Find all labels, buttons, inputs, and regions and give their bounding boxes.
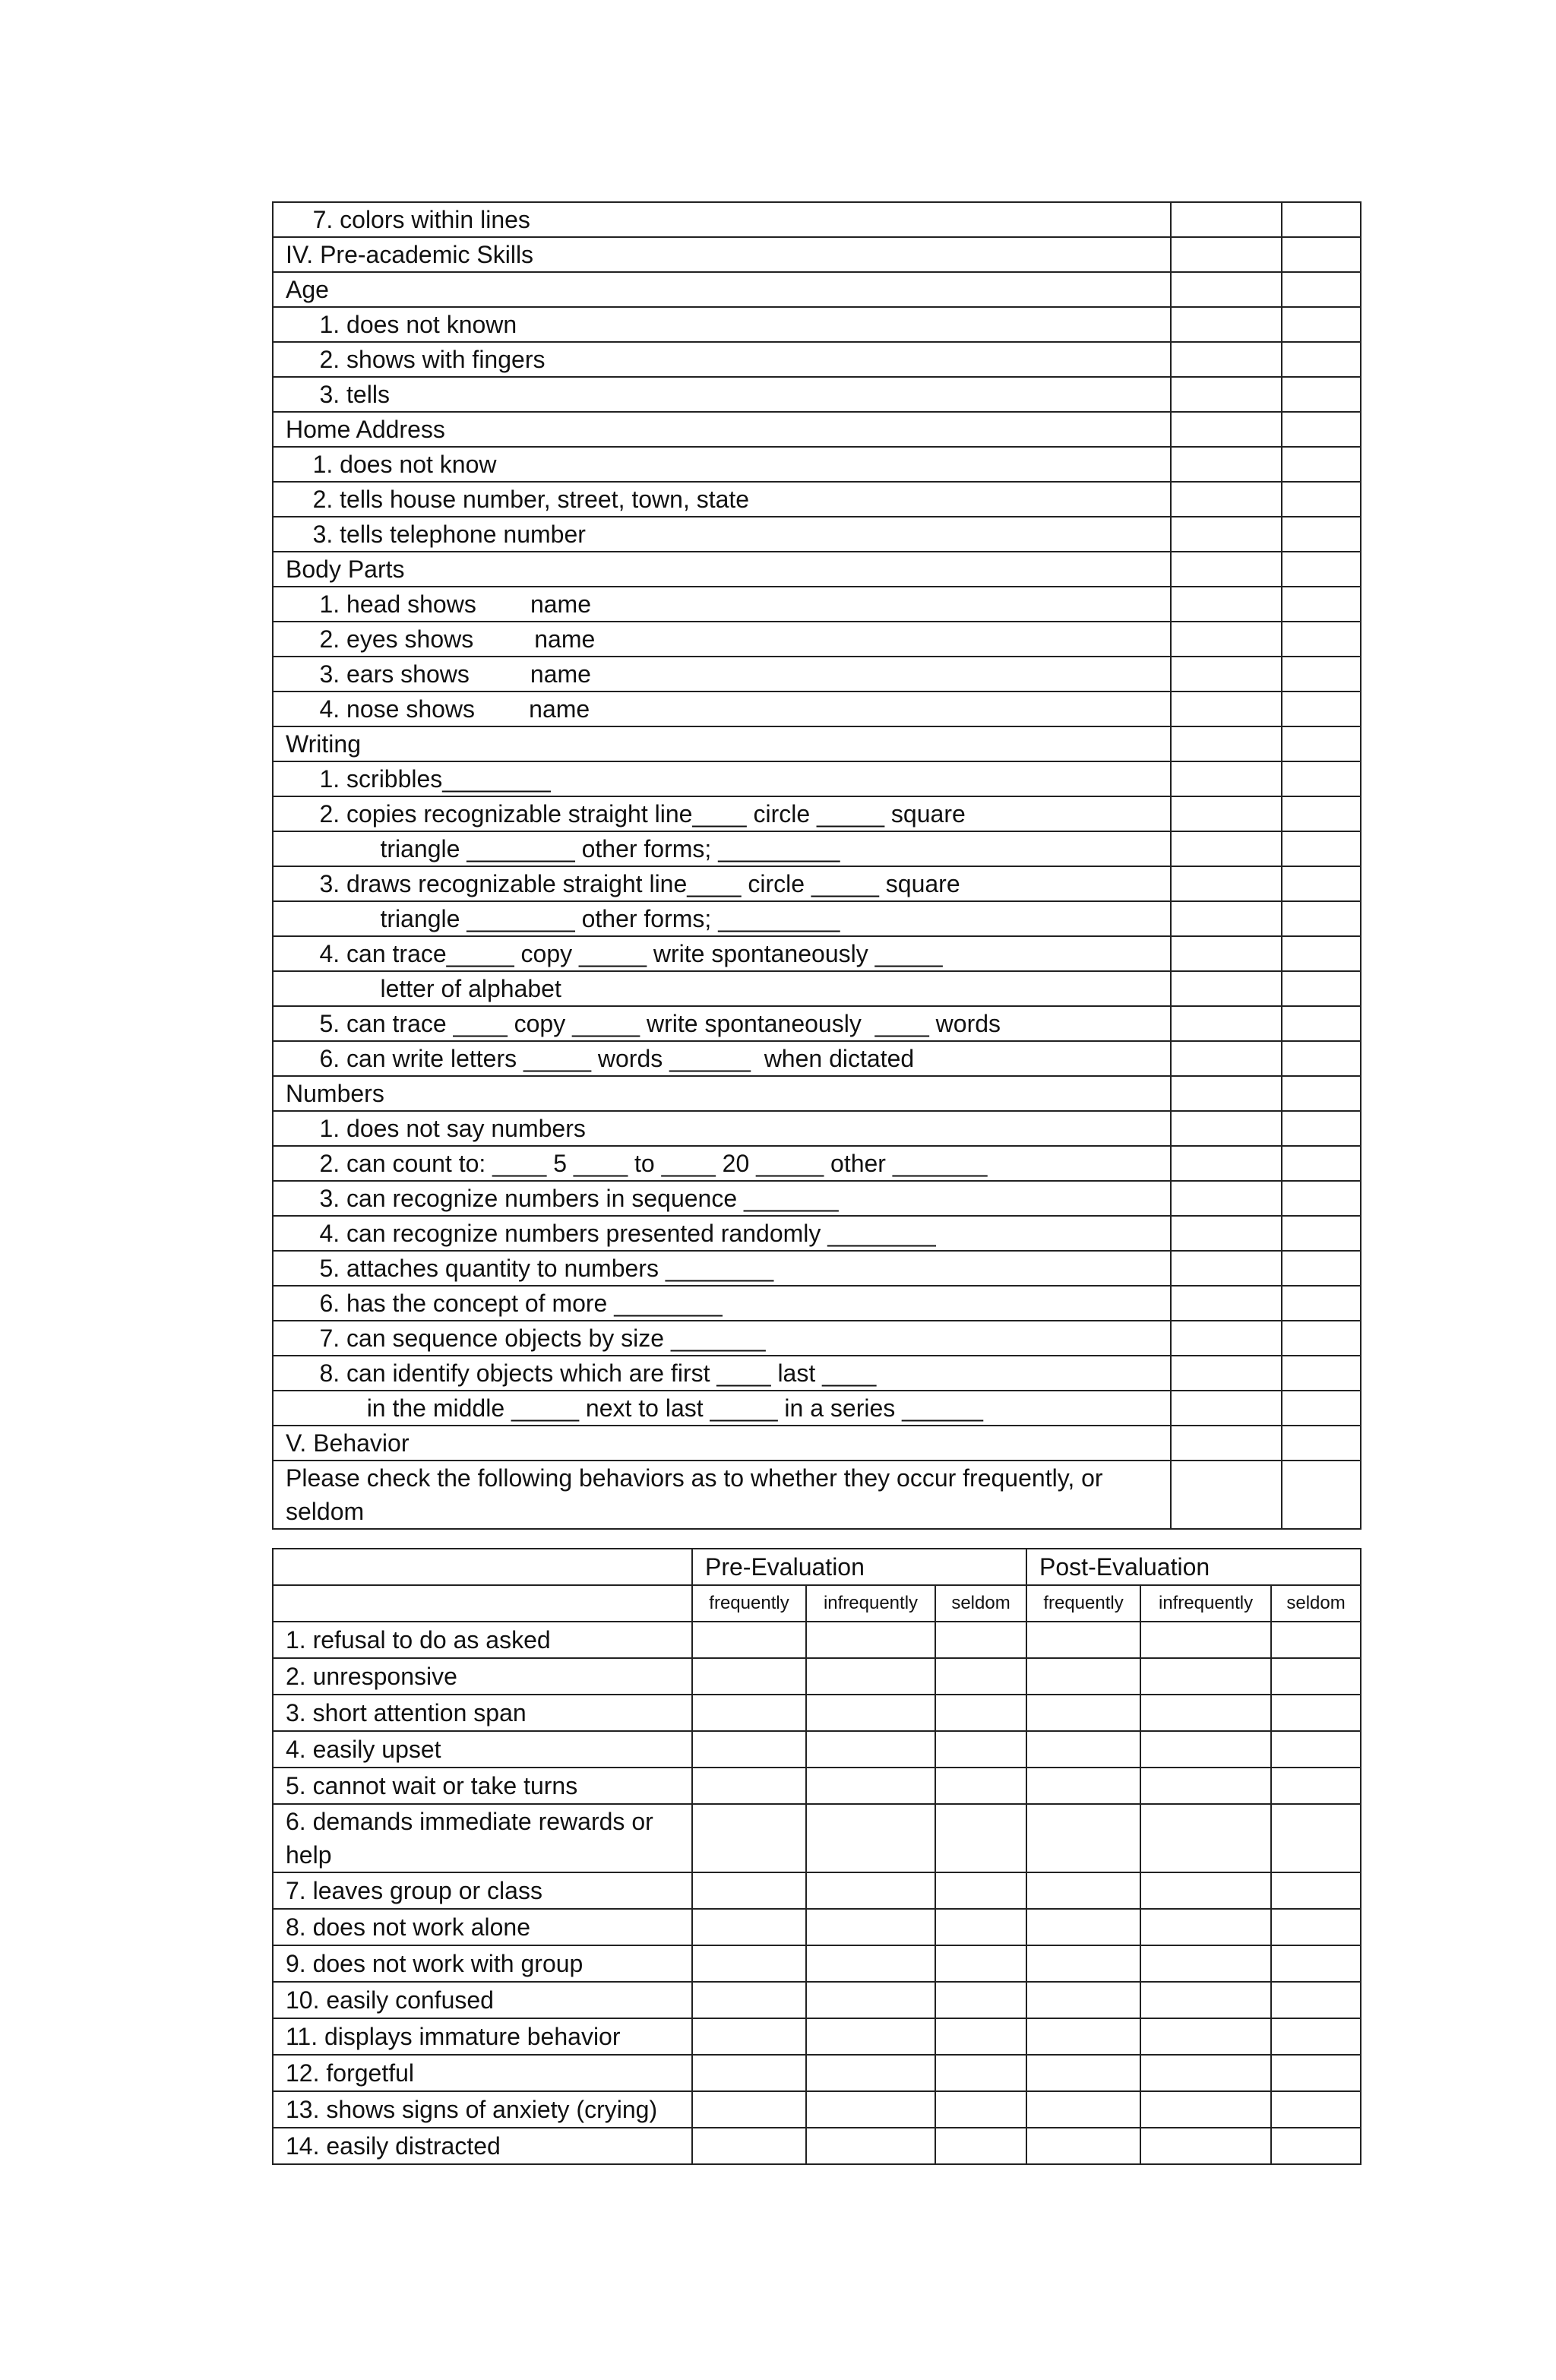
checklist-row — [273, 1356, 1361, 1391]
behavior-row — [273, 2128, 1361, 2164]
checklist-row — [273, 1006, 1361, 1041]
behavior-rating-cell[interactable] — [1140, 1768, 1271, 1804]
behavior-rating-cell[interactable] — [1140, 1658, 1271, 1695]
checklist-checkbox-cell[interactable] — [1282, 377, 1361, 412]
behavior-rating-cell[interactable] — [806, 2018, 935, 2055]
checklist-checkbox-cell[interactable] — [1171, 202, 1282, 237]
checklist-item-label: Age — [273, 272, 1171, 307]
checklist-row — [273, 1076, 1361, 1111]
checklist-item-label: 4. can trace_____ copy _____ write spontaneously _____ — [273, 936, 1171, 971]
checklist-row — [273, 552, 1361, 587]
checklist-checkbox-cell[interactable] — [1282, 1111, 1361, 1146]
checklist-row — [273, 1391, 1361, 1426]
checklist-item-label: 3. ears shows name — [273, 657, 1171, 692]
behavior-rating-cell[interactable] — [1140, 1945, 1271, 1982]
behavior-rating-cell[interactable] — [1271, 2128, 1361, 2164]
frequency-column-header: frequently — [1026, 1585, 1140, 1622]
behavior-rating-cell[interactable] — [692, 1982, 806, 2018]
behavior-rating-cell[interactable] — [935, 2055, 1026, 2091]
behavior-instruction-row — [273, 1461, 1361, 1529]
behavior-rating-cell[interactable] — [806, 2128, 935, 2164]
checklist-item-label: 1. does not say numbers — [273, 1111, 1171, 1146]
frequency-column-header: infrequently — [1140, 1585, 1271, 1622]
behavior-rating-cell[interactable] — [1140, 1872, 1271, 1909]
behavior-item-label: 9. does not work with group — [273, 1945, 692, 1982]
behavior-rating-cell[interactable] — [806, 1658, 935, 1695]
checklist-row — [273, 761, 1361, 796]
behavior-rating-cell[interactable] — [935, 1658, 1026, 1695]
checklist-checkbox-cell[interactable] — [1282, 1286, 1361, 1321]
behavior-rating-cell[interactable] — [692, 1622, 806, 1658]
checklist-checkbox-cell[interactable] — [1171, 1321, 1282, 1356]
behavior-rating-cell[interactable] — [1271, 1804, 1361, 1872]
behavior-item-label: 2. unresponsive — [273, 1658, 692, 1695]
blank-subheader-cell — [273, 1585, 692, 1622]
behavior-rating-cell[interactable] — [1140, 1982, 1271, 2018]
behavior-rating-cell[interactable] — [692, 1768, 806, 1804]
behavior-rating-cell[interactable] — [1026, 1622, 1140, 1658]
checklist-row — [273, 1286, 1361, 1321]
checklist-item-label: Numbers — [273, 1076, 1171, 1111]
checklist-checkbox-cell[interactable] — [1282, 657, 1361, 692]
checklist-item-label: 5. attaches quantity to numbers ________ — [273, 1251, 1171, 1286]
checklist-checkbox-cell[interactable] — [1282, 517, 1361, 552]
behavior-rating-cell[interactable] — [806, 1982, 935, 2018]
checklist-row — [273, 622, 1361, 657]
behavior-rating-cell[interactable] — [1026, 1909, 1140, 1945]
checklist-checkbox-cell[interactable] — [1282, 971, 1361, 1006]
post-evaluation-header: Post-Evaluation — [1026, 1549, 1361, 1585]
behavior-rating-cell[interactable] — [1026, 2091, 1140, 2128]
behavior-rating-cell[interactable] — [1271, 2091, 1361, 2128]
checklist-checkbox-cell[interactable] — [1171, 761, 1282, 796]
checklist-item-label: 2. shows with fingers — [273, 342, 1171, 377]
behavior-row — [273, 1945, 1361, 1982]
checklist-checkbox-cell[interactable] — [1282, 761, 1361, 796]
checklist-checkbox-cell[interactable] — [1171, 1426, 1282, 1461]
checklist-checkbox-cell[interactable] — [1282, 692, 1361, 726]
checklist-item-label: 3. draws recognizable straight line____ circle _____ square — [273, 866, 1171, 901]
behavior-rating-cell[interactable] — [935, 1909, 1026, 1945]
behavior-rating-cell[interactable] — [1271, 1909, 1361, 1945]
checklist-row — [273, 482, 1361, 517]
checklist-checkbox-cell[interactable] — [1171, 901, 1282, 936]
checklist-checkbox-cell[interactable] — [1171, 447, 1282, 482]
frequency-header-row — [273, 1585, 1361, 1622]
behavior-rating-cell[interactable] — [692, 1695, 806, 1731]
frequency-column-header: seldom — [1271, 1585, 1361, 1622]
behavior-item-label: 12. forgetful — [273, 2055, 692, 2091]
behavior-rating-cell[interactable] — [935, 1804, 1026, 1872]
checklist-row — [273, 447, 1361, 482]
behavior-rating-cell[interactable] — [806, 1622, 935, 1658]
checklist-checkbox-cell[interactable] — [1171, 517, 1282, 552]
checklist-checkbox-cell[interactable] — [1282, 552, 1361, 587]
checklist-row — [273, 1111, 1361, 1146]
checklist-item-label: letter of alphabet — [273, 971, 1171, 1006]
checklist-item-label: Home Address — [273, 412, 1171, 447]
checklist-row — [273, 831, 1361, 866]
checklist-checkbox-cell[interactable] — [1171, 1006, 1282, 1041]
behavior-item-label: 7. leaves group or class — [273, 1872, 692, 1909]
checklist-checkbox-cell[interactable] — [1282, 272, 1361, 307]
behavior-rating-cell[interactable] — [1026, 1768, 1140, 1804]
behavior-rating-table — [272, 1548, 1362, 2165]
checklist-item-label: 2. tells house number, street, town, state — [273, 482, 1171, 517]
behavior-rating-cell[interactable] — [692, 1658, 806, 1695]
behavior-row — [273, 1872, 1361, 1909]
checklist-checkbox-cell[interactable] — [1282, 1426, 1361, 1461]
behavior-rating-cell[interactable] — [806, 2091, 935, 2128]
behavior-rating-cell[interactable] — [935, 1622, 1026, 1658]
checklist-item-label: triangle ________ other forms; _________ — [273, 831, 1171, 866]
behavior-rating-cell[interactable] — [806, 1768, 935, 1804]
behavior-rating-cell[interactable] — [806, 1731, 935, 1768]
checklist-checkbox-cell[interactable] — [1171, 552, 1282, 587]
behavior-rating-cell[interactable] — [1271, 1768, 1361, 1804]
checklist-checkbox-cell[interactable] — [1171, 866, 1282, 901]
behavior-rating-cell[interactable] — [806, 1945, 935, 1982]
checklist-checkbox-cell[interactable] — [1171, 237, 1282, 272]
checklist-checkbox-cell[interactable] — [1282, 936, 1361, 971]
checklist-row — [273, 377, 1361, 412]
checklist-checkbox-cell[interactable] — [1282, 1461, 1361, 1529]
behavior-rating-cell[interactable] — [1026, 2055, 1140, 2091]
behavior-instruction-text: Please check the following behaviors as to whether they occur frequently, or seldom — [273, 1461, 1171, 1529]
checklist-item-label: 4. can recognize numbers presented randomly ________ — [273, 1216, 1171, 1251]
behavior-rating-cell[interactable] — [806, 2055, 935, 2091]
checklist-checkbox-cell[interactable] — [1282, 342, 1361, 377]
behavior-row — [273, 2055, 1361, 2091]
checklist-item-label: 3. tells — [273, 377, 1171, 412]
checklist-item-label: 1. does not known — [273, 307, 1171, 342]
behavior-rating-cell[interactable] — [692, 2055, 806, 2091]
checklist-row — [273, 1251, 1361, 1286]
checklist-checkbox-cell[interactable] — [1282, 237, 1361, 272]
checklist-checkbox-cell[interactable] — [1171, 307, 1282, 342]
behavior-row — [273, 2018, 1361, 2055]
checklist-checkbox-cell[interactable] — [1282, 831, 1361, 866]
checklist-checkbox-cell[interactable] — [1282, 1006, 1361, 1041]
checklist-item-label: 1. scribbles________ — [273, 761, 1171, 796]
pre-evaluation-header: Pre-Evaluation — [692, 1549, 1026, 1585]
checklist-checkbox-cell[interactable] — [1282, 1146, 1361, 1181]
checklist-item-label: 5. can trace ____ copy _____ write spontaneously ____ words — [273, 1006, 1171, 1041]
checklist-item-label: 2. copies recognizable straight line____ circle _____ square — [273, 796, 1171, 831]
behavior-item-label: 8. does not work alone — [273, 1909, 692, 1945]
checklist-checkbox-cell[interactable] — [1171, 796, 1282, 831]
behavior-rating-cell[interactable] — [1026, 2018, 1140, 2055]
behavior-row — [273, 1622, 1361, 1658]
checklist-checkbox-cell[interactable] — [1282, 622, 1361, 657]
checklist-checkbox-cell[interactable] — [1171, 1461, 1282, 1529]
behavior-rating-cell[interactable] — [806, 1695, 935, 1731]
behavior-rating-cell[interactable] — [692, 1872, 806, 1909]
checklist-item-label: Writing — [273, 726, 1171, 761]
checklist-row — [273, 796, 1361, 831]
checklist-checkbox-cell[interactable] — [1171, 692, 1282, 726]
behavior-item-label: 10. easily confused — [273, 1982, 692, 2018]
behavior-rating-cell[interactable] — [1271, 1982, 1361, 2018]
checklist-checkbox-cell[interactable] — [1171, 1146, 1282, 1181]
checklist-row — [273, 971, 1361, 1006]
checklist-item-label: 7. colors within lines — [273, 202, 1171, 237]
blank-header-cell — [273, 1549, 692, 1585]
checklist-row — [273, 517, 1361, 552]
behavior-rating-cell[interactable] — [1271, 1695, 1361, 1731]
checklist-item-label: IV. Pre-academic Skills — [273, 237, 1171, 272]
checklist-row — [273, 1041, 1361, 1076]
behavior-rating-cell[interactable] — [1140, 1695, 1271, 1731]
checklist-checkbox-cell[interactable] — [1282, 1216, 1361, 1251]
behavior-row — [273, 1731, 1361, 1768]
checklist-checkbox-cell[interactable] — [1282, 1356, 1361, 1391]
checklist-item-label: 2. eyes shows name — [273, 622, 1171, 657]
behavior-row — [273, 2091, 1361, 2128]
checklist-checkbox-cell[interactable] — [1171, 622, 1282, 657]
checklist-checkbox-cell[interactable] — [1282, 587, 1361, 622]
behavior-rating-cell[interactable] — [935, 1982, 1026, 2018]
behavior-rating-cell[interactable] — [1026, 2128, 1140, 2164]
behavior-rating-cell[interactable] — [1140, 2128, 1271, 2164]
behavior-rating-cell[interactable] — [1026, 1945, 1140, 1982]
checklist-item-label: 3. can recognize numbers in sequence _______ — [273, 1181, 1171, 1216]
behavior-rating-cell[interactable] — [1140, 2018, 1271, 2055]
behavior-item-label: 11. displays immature behavior — [273, 2018, 692, 2055]
behavior-rating-cell[interactable] — [1026, 1804, 1140, 1872]
checklist-item-label: triangle ________ other forms; _________ — [273, 901, 1171, 936]
checklist-checkbox-cell[interactable] — [1171, 1286, 1282, 1321]
behavior-rating-cell[interactable] — [1271, 2018, 1361, 2055]
checklist-checkbox-cell[interactable] — [1171, 1216, 1282, 1251]
behavior-rating-cell[interactable] — [1026, 1695, 1140, 1731]
behavior-rating-cell[interactable] — [692, 1804, 806, 1872]
checklist-checkbox-cell[interactable] — [1171, 936, 1282, 971]
checklist-item-label: 1. head shows name — [273, 587, 1171, 622]
skills-checklist-table — [272, 201, 1362, 1530]
behavior-row — [273, 1909, 1361, 1945]
checklist-item-label: V. Behavior — [273, 1426, 1171, 1461]
checklist-item-label: 7. can sequence objects by size _______ — [273, 1321, 1171, 1356]
behavior-rating-cell[interactable] — [692, 2018, 806, 2055]
checklist-item-label: 8. can identify objects which are first ____ last ____ — [273, 1356, 1171, 1391]
behavior-rating-cell[interactable] — [1140, 1804, 1271, 1872]
behavior-rating-cell[interactable] — [935, 1872, 1026, 1909]
behavior-row — [273, 1695, 1361, 1731]
behavior-rating-cell[interactable] — [935, 1695, 1026, 1731]
frequency-column-header: infrequently — [806, 1585, 935, 1622]
behavior-rating-cell[interactable] — [1026, 1982, 1140, 2018]
checklist-checkbox-cell[interactable] — [1282, 1041, 1361, 1076]
checklist-checkbox-cell[interactable] — [1282, 866, 1361, 901]
checklist-checkbox-cell[interactable] — [1282, 412, 1361, 447]
behavior-rating-cell[interactable] — [935, 1945, 1026, 1982]
behavior-rating-cell[interactable] — [692, 2128, 806, 2164]
frequency-column-header: frequently — [692, 1585, 806, 1622]
behavior-item-label: 3. short attention span — [273, 1695, 692, 1731]
checklist-checkbox-cell[interactable] — [1171, 412, 1282, 447]
behavior-rating-cell[interactable] — [1026, 1872, 1140, 1909]
behavior-rating-cell[interactable] — [692, 2091, 806, 2128]
checklist-checkbox-cell[interactable] — [1171, 657, 1282, 692]
checklist-checkbox-cell[interactable] — [1171, 1041, 1282, 1076]
checklist-checkbox-cell[interactable] — [1171, 1111, 1282, 1146]
checklist-checkbox-cell[interactable] — [1171, 1356, 1282, 1391]
behavior-item-label: 13. shows signs of anxiety (crying) — [273, 2091, 692, 2128]
behavior-rating-cell[interactable] — [1026, 1658, 1140, 1695]
behavior-rating-cell[interactable] — [692, 1909, 806, 1945]
checklist-row — [273, 202, 1361, 237]
behavior-rating-cell[interactable] — [1271, 1945, 1361, 1982]
behavior-rating-cell[interactable] — [1026, 1731, 1140, 1768]
checklist-checkbox-cell[interactable] — [1171, 587, 1282, 622]
behavior-row — [273, 1768, 1361, 1804]
behavior-item-label: 4. easily upset — [273, 1731, 692, 1768]
checklist-item-label: in the middle _____ next to last _____ in a series ______ — [273, 1391, 1171, 1426]
evaluation-header-row — [273, 1549, 1361, 1585]
checklist-item-label: 6. can write letters _____ words ______ when dictated — [273, 1041, 1171, 1076]
behavior-rating-cell[interactable] — [1140, 1909, 1271, 1945]
checklist-item-label: 2. can count to: ____ 5 ____ to ____ 20 _____ other _______ — [273, 1146, 1171, 1181]
checklist-checkbox-cell[interactable] — [1282, 726, 1361, 761]
checklist-checkbox-cell[interactable] — [1171, 1251, 1282, 1286]
checklist-row — [273, 726, 1361, 761]
checklist-item-label: 6. has the concept of more ________ — [273, 1286, 1171, 1321]
behavior-item-label: 14. easily distracted — [273, 2128, 692, 2164]
checklist-row — [273, 1181, 1361, 1216]
checklist-row — [273, 342, 1361, 377]
checklist-row — [273, 866, 1361, 901]
behavior-rating-cell[interactable] — [692, 1945, 806, 1982]
checklist-row — [273, 307, 1361, 342]
checklist-checkbox-cell[interactable] — [1171, 377, 1282, 412]
behavior-rating-cell[interactable] — [1140, 1622, 1271, 1658]
frequency-column-header: seldom — [935, 1585, 1026, 1622]
behavior-rating-cell[interactable] — [806, 1909, 935, 1945]
checklist-checkbox-cell[interactable] — [1171, 1181, 1282, 1216]
checklist-checkbox-cell[interactable] — [1282, 307, 1361, 342]
checklist-checkbox-cell[interactable] — [1171, 831, 1282, 866]
behavior-rating-cell[interactable] — [1271, 1658, 1361, 1695]
behavior-rating-cell[interactable] — [1271, 1872, 1361, 1909]
behavior-rating-cell[interactable] — [1140, 2091, 1271, 2128]
checklist-checkbox-cell[interactable] — [1282, 901, 1361, 936]
behavior-rating-cell[interactable] — [935, 1731, 1026, 1768]
checklist-checkbox-cell[interactable] — [1282, 796, 1361, 831]
checklist-row — [273, 1321, 1361, 1356]
behavior-item-label: 5. cannot wait or take turns — [273, 1768, 692, 1804]
checklist-checkbox-cell[interactable] — [1282, 1076, 1361, 1111]
behavior-rating-cell[interactable] — [935, 2128, 1026, 2164]
checklist-row — [273, 657, 1361, 692]
checklist-checkbox-cell[interactable] — [1171, 342, 1282, 377]
behavior-row — [273, 1658, 1361, 1695]
behavior-rating-cell[interactable] — [935, 1768, 1026, 1804]
checklist-checkbox-cell[interactable] — [1282, 1181, 1361, 1216]
checklist-item-label: 3. tells telephone number — [273, 517, 1171, 552]
behavior-rating-cell[interactable] — [935, 2091, 1026, 2128]
checklist-row — [273, 1216, 1361, 1251]
behavior-rating-cell[interactable] — [692, 1731, 806, 1768]
checklist-checkbox-cell[interactable] — [1171, 726, 1282, 761]
behavior-rating-cell[interactable] — [1271, 2055, 1361, 2091]
checklist-checkbox-cell[interactable] — [1282, 482, 1361, 517]
checklist-row — [273, 412, 1361, 447]
checklist-checkbox-cell[interactable] — [1282, 1321, 1361, 1356]
checklist-checkbox-cell[interactable] — [1171, 1076, 1282, 1111]
checklist-checkbox-cell[interactable] — [1282, 1391, 1361, 1426]
checklist-row — [273, 272, 1361, 307]
checklist-row — [273, 1146, 1361, 1181]
checklist-checkbox-cell[interactable] — [1171, 272, 1282, 307]
checklist-checkbox-cell[interactable] — [1282, 1251, 1361, 1286]
checklist-row — [273, 936, 1361, 971]
behavior-rating-cell[interactable] — [806, 1804, 935, 1872]
behavior-row — [273, 1804, 1361, 1872]
checklist-checkbox-cell[interactable] — [1171, 971, 1282, 1006]
behavior-rating-cell[interactable] — [1140, 1731, 1271, 1768]
checklist-row — [273, 587, 1361, 622]
checklist-row — [273, 237, 1361, 272]
behavior-item-label: 6. demands immediate rewards or help — [273, 1804, 692, 1872]
checklist-checkbox-cell[interactable] — [1171, 482, 1282, 517]
checklist-row — [273, 1426, 1361, 1461]
checklist-item-label: Body Parts — [273, 552, 1171, 587]
behavior-item-label: 1. refusal to do as asked — [273, 1622, 692, 1658]
checklist-checkbox-cell[interactable] — [1282, 447, 1361, 482]
checklist-item-label: 4. nose shows name — [273, 692, 1171, 726]
behavior-rating-cell[interactable] — [1271, 1622, 1361, 1658]
checklist-row — [273, 901, 1361, 936]
checklist-item-label: 1. does not know — [273, 447, 1171, 482]
behavior-rating-cell[interactable] — [935, 2018, 1026, 2055]
behavior-rating-cell[interactable] — [1140, 2055, 1271, 2091]
checklist-checkbox-cell[interactable] — [1171, 1391, 1282, 1426]
behavior-rating-cell[interactable] — [1271, 1731, 1361, 1768]
checklist-checkbox-cell[interactable] — [1282, 202, 1361, 237]
behavior-rating-cell[interactable] — [806, 1872, 935, 1909]
checklist-row — [273, 692, 1361, 726]
behavior-row — [273, 1982, 1361, 2018]
